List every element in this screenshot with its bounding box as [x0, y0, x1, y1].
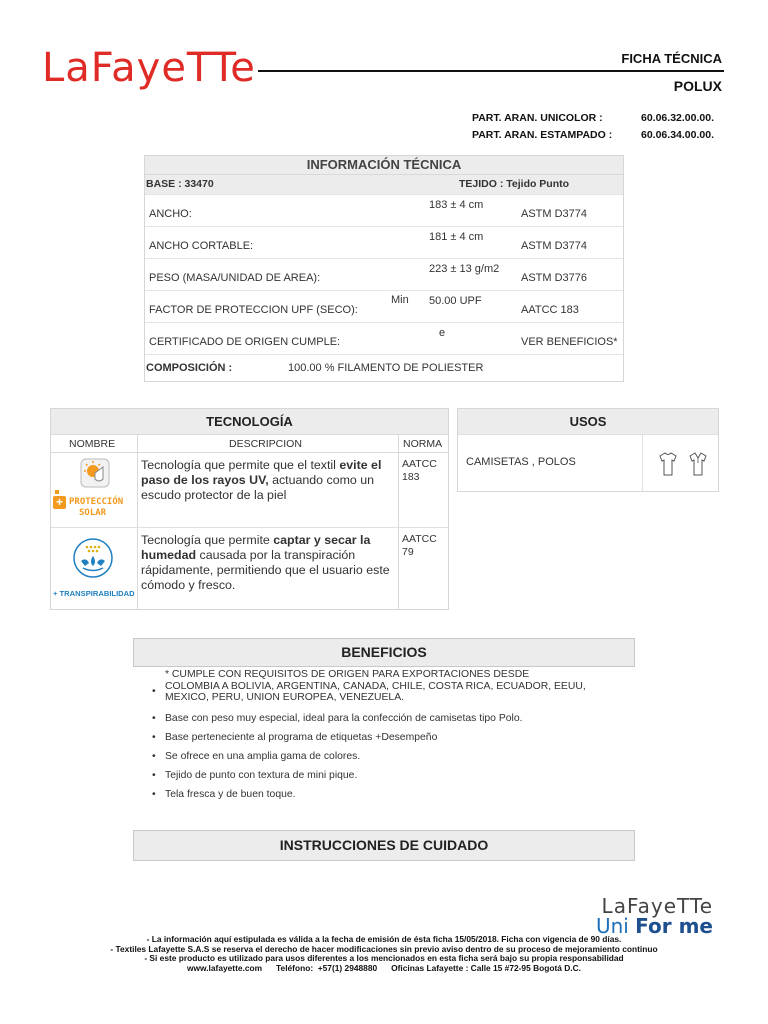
part-unicolor-label: PART. ARAN. UNICOLOR : — [472, 112, 603, 124]
list-item: • Tela fresca y de buen toque. — [150, 789, 620, 801]
product-name: POLUX — [673, 78, 722, 94]
technology-title: TECNOLOGÍA — [51, 409, 448, 434]
technology-norm: AATCC 183 — [402, 458, 437, 483]
composition-row — [145, 354, 623, 380]
col-norma: NORMA — [403, 438, 443, 450]
table-row — [145, 290, 623, 322]
part-estampado-value: 60.06.34.00.00. — [641, 129, 714, 141]
row-value: 223 ± 13 g/m2 — [429, 263, 500, 275]
technology-table — [50, 408, 449, 610]
technology-description: Tecnología que permite captar y secar la humedad causada por la transpiración rápidamente, permitiendo que el usuario este cómodo y fresco. — [141, 533, 390, 592]
usos-title: USOS — [458, 409, 718, 434]
row-norm: ASTM D3776 — [521, 272, 588, 284]
row-value: 183 ± 4 cm — [429, 199, 484, 211]
row-label: FACTOR DE PROTECCION UPF (SECO): — [149, 304, 358, 316]
tshirt-polo-icon — [654, 451, 712, 479]
list-item: • Base con peso muy especial, ideal para la confección de camisetas tipo Polo. — [150, 713, 620, 725]
row-norm: AATCC 183 — [521, 304, 579, 316]
usos-text: CAMISETAS , POLOS — [466, 456, 576, 468]
technical-info-title: INFORMACIÓN TÉCNICA — [145, 156, 623, 174]
technology-norm: AATCC 79 — [402, 533, 437, 558]
row-label: CERTIFICADO DE ORIGEN CUMPLE: — [149, 336, 341, 348]
lafayette-uniforme-logo: LaFayeTTe Uni For me — [595, 894, 713, 938]
row-label: ANCHO: — [149, 208, 192, 220]
list-item: • Base perteneciente al programa de etiquetas +Desempeño — [150, 732, 620, 744]
table-row — [145, 194, 623, 226]
table-row — [51, 453, 448, 528]
table-row — [145, 258, 623, 290]
row-value: e — [439, 327, 446, 339]
beneficios-list — [150, 669, 620, 800]
row-qualifier: Min — [391, 294, 409, 306]
column-divider — [642, 435, 643, 491]
row-value: 181 ± 4 cm — [429, 231, 484, 243]
lafayette-logo: LaFayeTTe — [42, 45, 256, 91]
base-code: BASE : 33470 — [146, 178, 214, 190]
col-nombre: NOMBRE — [69, 438, 116, 450]
col-descripcion: DESCRIPCION — [229, 438, 302, 450]
row-value: 50.00 UPF — [429, 295, 482, 307]
svg-text:+: + — [55, 495, 64, 509]
badge-label: SOLAR — [79, 508, 107, 518]
proteccion-solar-badge — [51, 453, 137, 527]
row-norm: ASTM D3774 — [521, 240, 588, 252]
table-row — [145, 322, 623, 354]
footer-disclaimer: - La información aquí estipulada es válida a la fecha de emisión de ésta ficha 15/05/2018. Ficha con vigencia de 90 días. - Textiles Lafayette S.A.S se reserva el derecho de hacer modificaciones sin previo aviso dentro de su proceso de mejoramiento continuo - Si este producto es utilizado para usos diferentes a los mencionados en esta ficha será bajo su propia responsabilidad www.lafayette.com Teléfono: +57(1) 2948880 Oficinas Lafayette : Calle 15 #72-95 Bogotá D.C. — [110, 934, 658, 973]
part-estampado-label: PART. ARAN. ESTAMPADO : — [472, 129, 613, 141]
list-item: • Se ofrece en una amplia gama de colores. — [150, 751, 620, 763]
part-unicolor-value: 60.06.32.00.00. — [641, 112, 714, 124]
header-rule — [258, 70, 724, 72]
badge-label: + TRANSPIRABILIDAD — [53, 589, 135, 598]
row-label: ANCHO CORTABLE: — [149, 240, 254, 252]
technology-header-row — [51, 434, 448, 453]
technology-description: Tecnología que permite que el textil evite el paso de los rayos UV, actuando como un escudo protector de la piel — [141, 458, 382, 502]
cuidado-title: INSTRUCCIONES DE CUIDADO — [133, 830, 635, 861]
transpirabilidad-badge — [51, 528, 137, 603]
row-norm: ASTM D3774 — [521, 208, 588, 220]
badge-label: PROTECCIÓN — [69, 497, 124, 507]
usos-row — [458, 434, 718, 491]
usos-table — [457, 408, 719, 492]
list-item: • * CUMPLE CON REQUISITOS DE ORIGEN PARA EXPORTACIONES DESDE COLOMBIA A BOLIVIA, ARGENTINA, CANADA, CHILE, COSTA RICA, ECUADOR, EEUU, MEXICO, PERU, UNION EUROPEA, VENEZUELA. — [150, 669, 620, 704]
table-row — [145, 226, 623, 258]
table-row — [51, 528, 448, 603]
composition-value: 100.00 % FILAMENTO DE POLIESTER — [288, 362, 484, 374]
ficha-title: FICHA TÉCNICA — [621, 51, 722, 66]
row-label: PESO (MASA/UNIDAD DE AREA): — [149, 272, 321, 284]
technical-info-table — [144, 155, 624, 382]
base-row — [145, 174, 623, 194]
composition-label: COMPOSICIÓN : — [146, 362, 233, 374]
row-norm: VER BENEFICIOS* — [521, 336, 618, 348]
tejido-type: TEJIDO : Tejido Punto — [459, 178, 570, 190]
list-item: • Tejido de punto con textura de mini pique. — [150, 770, 620, 782]
beneficios-title: BENEFICIOS — [133, 638, 635, 667]
